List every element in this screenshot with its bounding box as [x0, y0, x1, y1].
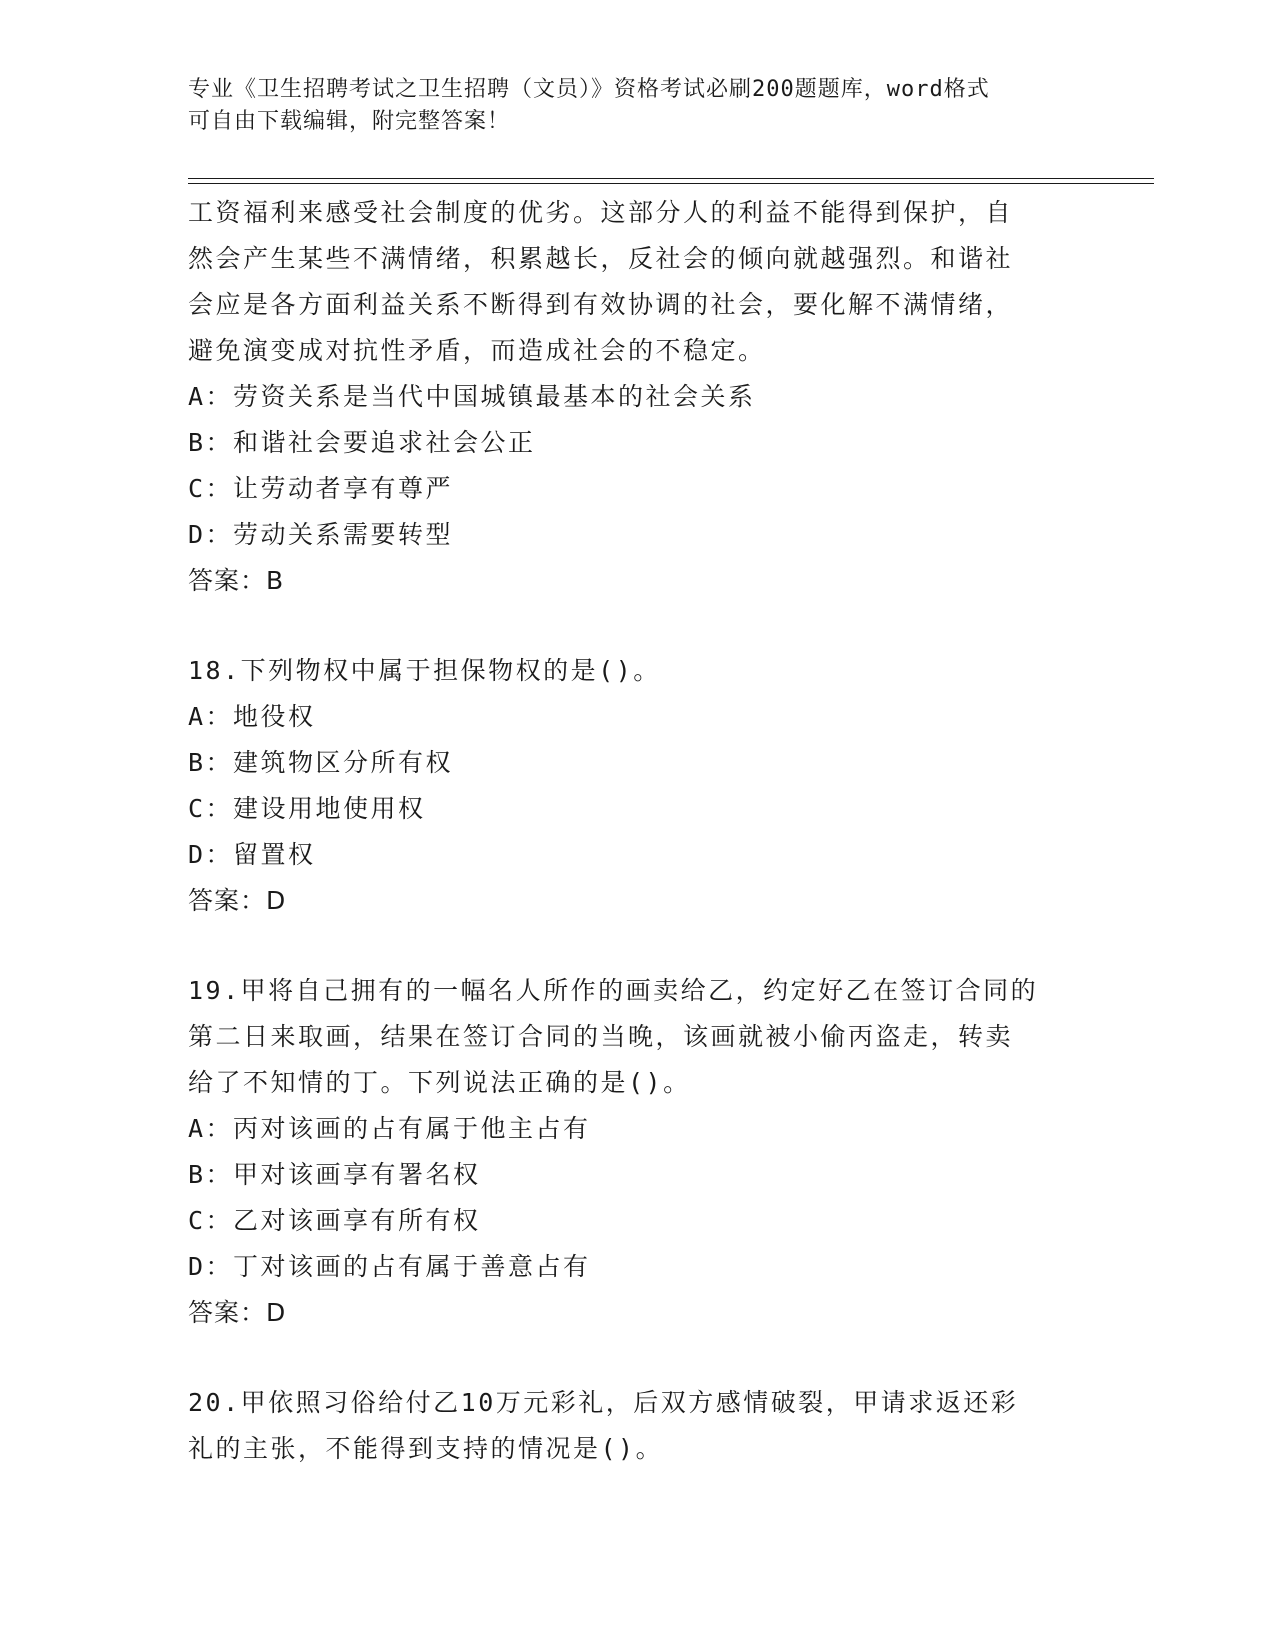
question-stem: 第二日来取画，结果在签订合同的当晚，该画就被小偷丙盗走，转卖 — [188, 1022, 1014, 1051]
header-rule-bottom — [188, 183, 1154, 184]
option-a: A：地役权 — [188, 702, 316, 731]
question-17-options — [188, 374, 1088, 558]
question-stem: 18.下列物权中属于担保物权的是()。 — [188, 656, 661, 685]
option-b: B：和谐社会要追求社会公正 — [188, 428, 536, 457]
question-19 — [188, 968, 1088, 1336]
option-a: A：劳资关系是当代中国城镇最基本的社会关系 — [188, 382, 756, 411]
document-header — [188, 74, 1068, 138]
header-line-2: 可自由下载编辑，附完整答案！ — [188, 109, 511, 134]
question-18 — [188, 648, 1088, 924]
document-body — [188, 190, 1088, 1472]
question-17-answer: 答案：B — [188, 566, 285, 595]
question-18-answer: 答案：D — [188, 886, 287, 915]
passage-line: 避免演变成对抗性矛盾，而造成社会的不稳定。 — [188, 336, 766, 365]
option-c: C：乙对该画享有所有权 — [188, 1206, 481, 1235]
question-17-passage — [188, 190, 1088, 374]
option-d: D：丁对该画的占有属于善意占有 — [188, 1252, 591, 1281]
passage-line: 工资福利来感受社会制度的优劣。这部分人的利益不能得到保护，自 — [188, 198, 1014, 227]
option-b: B：建筑物区分所有权 — [188, 748, 454, 777]
question-stem: 给了不知情的丁。下列说法正确的是()。 — [188, 1068, 691, 1097]
passage-line: 会应是各方面利益关系不断得到有效协调的社会，要化解不满情绪， — [188, 290, 1014, 319]
option-d: D：留置权 — [188, 840, 316, 869]
option-b: B：甲对该画享有署名权 — [188, 1160, 481, 1189]
question-stem: 20.甲依照习俗给付乙10万元彩礼，后双方感情破裂，甲请求返还彩 — [188, 1388, 1019, 1417]
option-a: A：丙对该画的占有属于他主占有 — [188, 1114, 591, 1143]
header-line-1: 专业《卫生招聘考试之卫生招聘（文员）》资格考试必刷200题题库，word格式 — [188, 77, 990, 102]
option-c: C：建设用地使用权 — [188, 794, 426, 823]
question-19-answer: 答案：D — [188, 1298, 287, 1327]
passage-line: 然会产生某些不满情绪，积累越长，反社会的倾向就越强烈。和谐社 — [188, 244, 1014, 273]
spacer — [188, 604, 1088, 648]
question-20 — [188, 1380, 1088, 1472]
option-c: C：让劳动者享有尊严 — [188, 474, 454, 503]
option-d: D：劳动关系需要转型 — [188, 520, 454, 549]
question-stem: 礼的主张，不能得到支持的情况是()。 — [188, 1434, 664, 1463]
header-rule-top — [188, 178, 1154, 179]
question-stem: 19.甲将自己拥有的一幅名人所作的画卖给乙，约定好乙在签订合同的 — [188, 976, 1039, 1005]
spacer — [188, 924, 1088, 968]
spacer — [188, 1336, 1088, 1380]
